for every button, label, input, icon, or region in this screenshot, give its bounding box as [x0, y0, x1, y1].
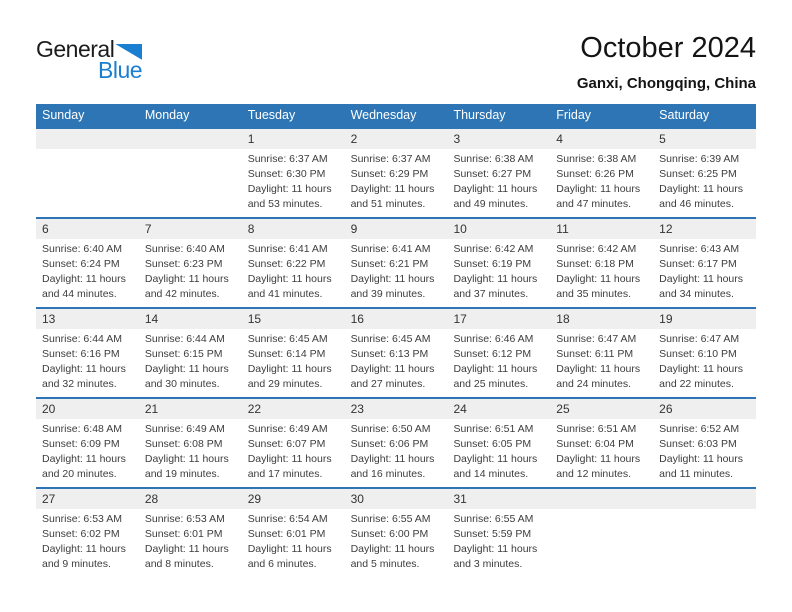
day-cell-11	[550, 239, 653, 307]
day-number-12: 12	[659, 222, 673, 236]
week-row-5	[36, 487, 756, 577]
sunrise-text: Sunrise: 6:55 AM	[453, 513, 534, 525]
sunset-text: Sunset: 6:01 PM	[144, 528, 223, 540]
daylight-text: Daylight: 11 hours and 37 minutes.	[453, 273, 538, 300]
daylight-text: Daylight: 11 hours and 12 minutes.	[556, 453, 641, 480]
day-number-5: 5	[659, 132, 666, 146]
day-number-11: 11	[556, 222, 569, 236]
sunset-text: Sunset: 6:22 PM	[247, 258, 326, 270]
daylight-text: Daylight: 11 hours and 44 minutes.	[42, 273, 126, 300]
day-number-31: 31	[453, 492, 467, 506]
daylight-text: Daylight: 11 hours and 8 minutes.	[144, 543, 229, 570]
day-cell-5	[653, 149, 756, 217]
weekday-header-friday: Friday	[556, 108, 592, 122]
sunrise-text: Sunrise: 6:45 AM	[247, 333, 328, 345]
day-number-band	[36, 309, 756, 329]
day-number-22: 22	[247, 402, 262, 416]
day-cell-25	[550, 419, 653, 487]
sunset-text: Sunset: 6:02 PM	[42, 528, 120, 540]
day-number-6: 6	[42, 222, 49, 236]
weekday-header-tuesday: Tuesday	[247, 108, 296, 122]
day-cell-23	[345, 419, 448, 487]
daylight-text: Daylight: 11 hours and 51 minutes.	[350, 183, 435, 210]
empty-day-cell	[653, 509, 756, 577]
sunrise-text: Sunrise: 6:44 AM	[144, 333, 225, 345]
sunrise-text: Sunrise: 6:41 AM	[247, 243, 328, 255]
weekday-header-saturday: Saturday	[659, 108, 710, 122]
sunset-text: Sunset: 6:04 PM	[556, 438, 634, 450]
weekday-header-thursday: Thursday	[453, 108, 506, 122]
daylight-text: Daylight: 11 hours and 16 minutes.	[350, 453, 435, 480]
sunset-text: Sunset: 6:11 PM	[556, 348, 634, 360]
daylight-text: Daylight: 11 hours and 39 minutes.	[350, 273, 435, 300]
empty-day-cell	[36, 149, 139, 217]
sunset-text: Sunset: 6:06 PM	[350, 438, 429, 450]
sunrise-text: Sunrise: 6:40 AM	[144, 243, 225, 255]
day-number-29: 29	[247, 492, 262, 506]
sunset-text: Sunset: 6:13 PM	[350, 348, 429, 360]
day-number-18: 18	[556, 312, 570, 326]
empty-day-number	[139, 129, 242, 149]
day-cell-22	[242, 419, 345, 487]
daylight-text: Daylight: 11 hours and 47 minutes.	[556, 183, 641, 210]
day-number-25: 25	[556, 402, 570, 416]
day-cell-2	[345, 149, 448, 217]
sunset-text: Sunset: 6:08 PM	[144, 438, 223, 450]
day-number-21: 21	[144, 402, 159, 416]
daylight-text: Daylight: 11 hours and 41 minutes.	[247, 273, 332, 300]
day-number-26: 26	[659, 402, 673, 416]
daylight-text: Daylight: 11 hours and 11 minutes.	[659, 453, 744, 480]
day-number-15: 15	[247, 312, 262, 326]
sunrise-text: Sunrise: 6:37 AM	[350, 153, 431, 165]
sunset-text: Sunset: 6:21 PM	[350, 258, 429, 270]
day-number-3: 3	[453, 132, 461, 146]
empty-day-cell	[139, 149, 242, 217]
day-cell-6	[36, 239, 139, 307]
day-number-2: 2	[350, 132, 358, 146]
daylight-text: Daylight: 11 hours and 20 minutes.	[42, 453, 126, 480]
page-title: October 2024	[580, 32, 756, 64]
day-number-24: 24	[453, 402, 467, 416]
day-number-16: 16	[350, 312, 364, 326]
sunset-text: Sunset: 6:18 PM	[556, 258, 634, 270]
day-number-27: 27	[42, 492, 56, 506]
day-cell-24	[447, 419, 550, 487]
week-content-band	[36, 239, 756, 307]
sunset-text: Sunset: 6:12 PM	[453, 348, 532, 360]
day-cell-13	[36, 329, 139, 397]
sunset-text: Sunset: 6:19 PM	[453, 258, 532, 270]
day-number-28: 28	[144, 492, 159, 506]
sunset-text: Sunset: 6:16 PM	[42, 348, 120, 360]
day-cell-30	[345, 509, 448, 577]
day-cell-17	[447, 329, 550, 397]
daylight-text: Daylight: 11 hours and 29 minutes.	[247, 363, 332, 390]
daylight-text: Daylight: 11 hours and 32 minutes.	[42, 363, 126, 390]
day-number-14: 14	[144, 312, 159, 326]
day-cell-27	[36, 509, 139, 577]
sunrise-text: Sunrise: 6:51 AM	[453, 423, 534, 435]
daylight-text: Daylight: 11 hours and 19 minutes.	[144, 453, 229, 480]
sunset-text: Sunset: 6:01 PM	[247, 528, 326, 540]
daylight-text: Daylight: 11 hours and 30 minutes.	[144, 363, 229, 390]
sunrise-text: Sunrise: 6:48 AM	[42, 423, 122, 435]
sunset-text: Sunset: 6:30 PM	[247, 168, 326, 180]
sunset-text: Sunset: 6:09 PM	[42, 438, 120, 450]
weekday-header-sunday: Sunday	[42, 108, 85, 122]
sunrise-text: Sunrise: 6:50 AM	[350, 423, 431, 435]
empty-day-number	[653, 489, 756, 509]
day-cell-19	[653, 329, 756, 397]
daylight-text: Daylight: 11 hours and 22 minutes.	[659, 363, 744, 390]
day-cell-14	[139, 329, 242, 397]
day-number-band	[36, 399, 756, 419]
day-number-19: 19	[659, 312, 673, 326]
daylight-text: Daylight: 11 hours and 35 minutes.	[556, 273, 641, 300]
weekday-header-monday: Monday	[144, 108, 190, 122]
sunrise-text: Sunrise: 6:55 AM	[350, 513, 431, 525]
daylight-text: Daylight: 11 hours and 46 minutes.	[659, 183, 744, 210]
sunset-text: Sunset: 6:23 PM	[144, 258, 223, 270]
day-cell-1	[242, 149, 345, 217]
day-number-10: 10	[453, 222, 467, 236]
sunrise-text: Sunrise: 6:52 AM	[659, 423, 740, 435]
day-number-9: 9	[350, 222, 358, 236]
sunrise-text: Sunrise: 6:46 AM	[453, 333, 534, 345]
day-cell-15	[242, 329, 345, 397]
logo-text-general: General	[36, 36, 115, 62]
day-cell-28	[139, 509, 242, 577]
week-content-band	[36, 149, 756, 217]
day-cell-29	[242, 509, 345, 577]
day-number-17: 17	[453, 312, 467, 326]
sunset-text: Sunset: 6:26 PM	[556, 168, 634, 180]
day-number-band	[36, 489, 756, 509]
day-number-23: 23	[350, 402, 364, 416]
location-subtitle: Ganxi, Chongqing, China	[576, 75, 756, 92]
sunset-text: Sunset: 6:03 PM	[659, 438, 737, 450]
daylight-text: Daylight: 11 hours and 5 minutes.	[350, 543, 435, 570]
week-content-band	[36, 419, 756, 487]
logo-text-blue: Blue	[98, 57, 143, 83]
sunset-text: Sunset: 6:29 PM	[350, 168, 429, 180]
day-number-band	[36, 129, 756, 149]
empty-day-number	[550, 489, 653, 509]
sunset-text: Sunset: 6:17 PM	[659, 258, 737, 270]
daylight-text: Daylight: 11 hours and 27 minutes.	[350, 363, 435, 390]
day-cell-10	[447, 239, 550, 307]
day-cell-21	[139, 419, 242, 487]
day-cell-20	[36, 419, 139, 487]
day-number-band	[36, 219, 756, 239]
sunrise-text: Sunrise: 6:44 AM	[42, 333, 122, 345]
week-row-2	[36, 217, 756, 307]
day-number-8: 8	[247, 222, 255, 236]
weekday-header-wednesday: Wednesday	[350, 108, 417, 122]
day-cell-3	[447, 149, 550, 217]
title-block	[577, 32, 756, 92]
week-row-3	[36, 307, 756, 397]
sunrise-text: Sunrise: 6:45 AM	[350, 333, 431, 345]
daylight-text: Daylight: 11 hours and 6 minutes.	[247, 543, 332, 570]
daylight-text: Daylight: 11 hours and 53 minutes.	[247, 183, 332, 210]
sunset-text: Sunset: 6:15 PM	[144, 348, 223, 360]
week-content-band	[36, 509, 756, 577]
sunset-text: Sunset: 6:00 PM	[350, 528, 429, 540]
day-cell-16	[345, 329, 448, 397]
day-number-1: 1	[247, 132, 255, 146]
day-number-7: 7	[144, 222, 152, 236]
day-cell-31	[447, 509, 550, 577]
daylight-text: Daylight: 11 hours and 17 minutes.	[247, 453, 332, 480]
sunrise-text: Sunrise: 6:42 AM	[556, 243, 637, 255]
daylight-text: Daylight: 11 hours and 25 minutes.	[453, 363, 538, 390]
sunrise-text: Sunrise: 6:42 AM	[453, 243, 534, 255]
sunset-text: Sunset: 6:14 PM	[247, 348, 326, 360]
sunset-text: Sunset: 5:59 PM	[453, 528, 532, 540]
daylight-text: Daylight: 11 hours and 34 minutes.	[659, 273, 744, 300]
day-cell-9	[345, 239, 448, 307]
weekday-header-row	[36, 104, 756, 127]
sunrise-text: Sunrise: 6:43 AM	[659, 243, 740, 255]
day-cell-18	[550, 329, 653, 397]
day-cell-7	[139, 239, 242, 307]
sunset-text: Sunset: 6:25 PM	[659, 168, 737, 180]
empty-day-number	[36, 129, 139, 149]
sunset-text: Sunset: 6:05 PM	[453, 438, 532, 450]
daylight-text: Daylight: 11 hours and 14 minutes.	[453, 453, 538, 480]
calendar-grid	[36, 104, 756, 577]
general-blue-logo	[36, 38, 142, 82]
sunrise-text: Sunrise: 6:54 AM	[247, 513, 328, 525]
day-cell-8	[242, 239, 345, 307]
empty-day-cell	[550, 509, 653, 577]
sunrise-text: Sunrise: 6:47 AM	[556, 333, 637, 345]
daylight-text: Daylight: 11 hours and 9 minutes.	[42, 543, 126, 570]
sunrise-text: Sunrise: 6:40 AM	[42, 243, 122, 255]
day-number-4: 4	[556, 132, 563, 146]
sunrise-text: Sunrise: 6:41 AM	[350, 243, 431, 255]
sunrise-text: Sunrise: 6:38 AM	[556, 153, 637, 165]
day-cell-12	[653, 239, 756, 307]
daylight-text: Daylight: 11 hours and 49 minutes.	[453, 183, 538, 210]
day-number-30: 30	[350, 492, 364, 506]
daylight-text: Daylight: 11 hours and 24 minutes.	[556, 363, 641, 390]
sunrise-text: Sunrise: 6:53 AM	[144, 513, 225, 525]
sunset-text: Sunset: 6:10 PM	[659, 348, 737, 360]
sunrise-text: Sunrise: 6:53 AM	[42, 513, 122, 525]
day-cell-26	[653, 419, 756, 487]
sunrise-text: Sunrise: 6:49 AM	[144, 423, 225, 435]
daylight-text: Daylight: 11 hours and 42 minutes.	[144, 273, 229, 300]
sunset-text: Sunset: 6:07 PM	[247, 438, 326, 450]
sunrise-text: Sunrise: 6:38 AM	[453, 153, 534, 165]
day-cell-4	[550, 149, 653, 217]
sunrise-text: Sunrise: 6:47 AM	[659, 333, 740, 345]
week-row-1	[36, 127, 756, 217]
sunset-text: Sunset: 6:27 PM	[453, 168, 532, 180]
day-number-13: 13	[42, 312, 56, 326]
daylight-text: Daylight: 11 hours and 3 minutes.	[453, 543, 538, 570]
sunrise-text: Sunrise: 6:51 AM	[556, 423, 637, 435]
sunset-text: Sunset: 6:24 PM	[42, 258, 120, 270]
day-number-20: 20	[42, 402, 56, 416]
sunrise-text: Sunrise: 6:37 AM	[247, 153, 328, 165]
week-row-4	[36, 397, 756, 487]
sunrise-text: Sunrise: 6:49 AM	[247, 423, 328, 435]
week-content-band	[36, 329, 756, 397]
sunrise-text: Sunrise: 6:39 AM	[659, 153, 740, 165]
